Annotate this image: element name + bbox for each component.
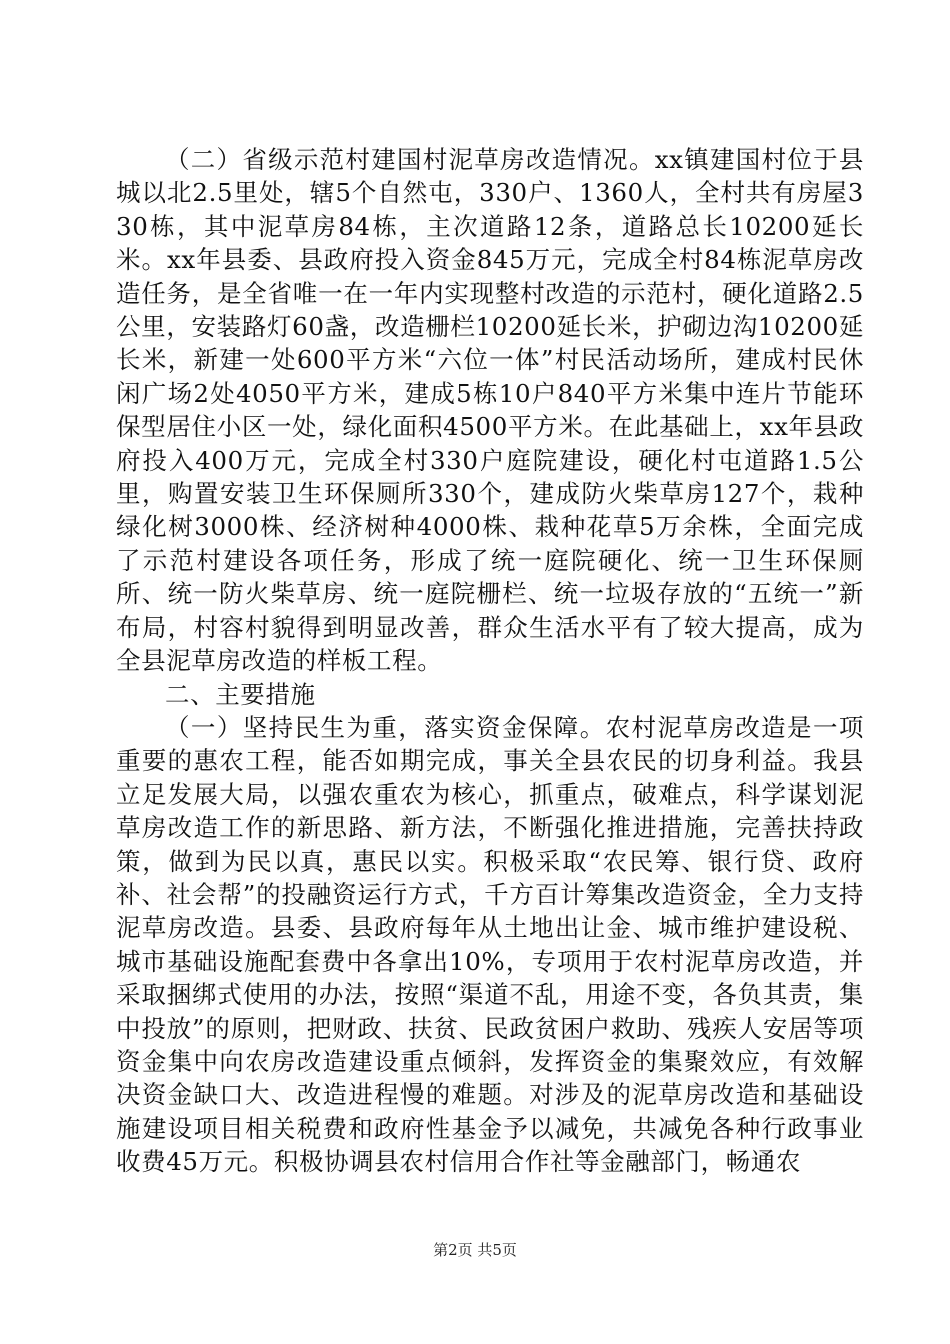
document-body xyxy=(116,143,864,1179)
paragraph-funding-guarantee: （一）坚持民生为重，落实资金保障。农村泥草房改造是一项重要的惠农工程，能否如期完成，事关全县农民的切身利益。我县立足发展大局，以强农重农为核心，抓重点，破难点，科学谋划泥草房改造工作的新思路、新方法，不断强化推进措施，完善扶持政策，做到为民以真，惠民以实。积极采取“农民筹、银行贷、政府补、社会帮”的投融资运行方式，千方百计筹集改造资金，全力支持泥草房改造。县委、县政府每年从土地出让金、城市维护建设税、城市基础设施配套费中各拿出10%，专项用于农村泥草房改造，并采取捆绑式使用的办法，按照“渠道不乱，用途不变，各负其责，集中投放”的原则，把财政、扶贫、民政贫困户救助、残疾人安居等项资金集中向农房改造建设重点倾斜，发挥资金的集聚效应，有效解决资金缺口大、改造进程慢的难题。对涉及的泥草房改造和基础设施建设项目相关税费和政府性基金予以减免，共减免各种行政事业收费45万元。积极协调县农村信用合作社等金融部门，畅通农 xyxy=(116,712,864,1177)
paragraph-demonstration-village: （二）省级示范村建国村泥草房改造情况。xx镇建国村位于县城以北2.5里处，辖5个自然屯，330户、1360人，全村共有房屋330栋，其中泥草房84栋，主次道路12条，道路总长10200延长米。xx年县委、县政府投入资金845万元，完成全村84栋泥草房改造任务，是全省唯一在一年内实现整村改造的示范村，硬化道路2.5公里，安装路灯60盏，改造栅栏10200延长米，护砌边沟10200延长米，新建一处600平方米“六位一体”村民活动场所，建成村民休闲广场2处4050平方米，建成5栋10户840平方米集中连片节能环保型居住小区一处，绿化面积4500平方米。在此基础上，xx年县政府投入400万元，完成全村330户庭院建设，硬化村屯道路1.5公里，购置安装卫生环保厕所330个，建成防火柴草房127个，栽种绿化树3000株、经济树种4000株、栽种花草5万余株，全面完成了示范村建设各项任务，形成了统一庭院硬化、统一卫生环保厕所、统一防火柴草房、统一庭院栅栏、统一垃圾存放的“五统一”新布局，村容村貌得到明显改善，群众生活水平有了较大提高，成为全县泥草房改造的样板工程。 xyxy=(116,145,864,676)
page-footer: 第2页 共5页 xyxy=(433,1241,517,1259)
section-heading-main-measures: 二、主要措施 xyxy=(165,679,316,709)
